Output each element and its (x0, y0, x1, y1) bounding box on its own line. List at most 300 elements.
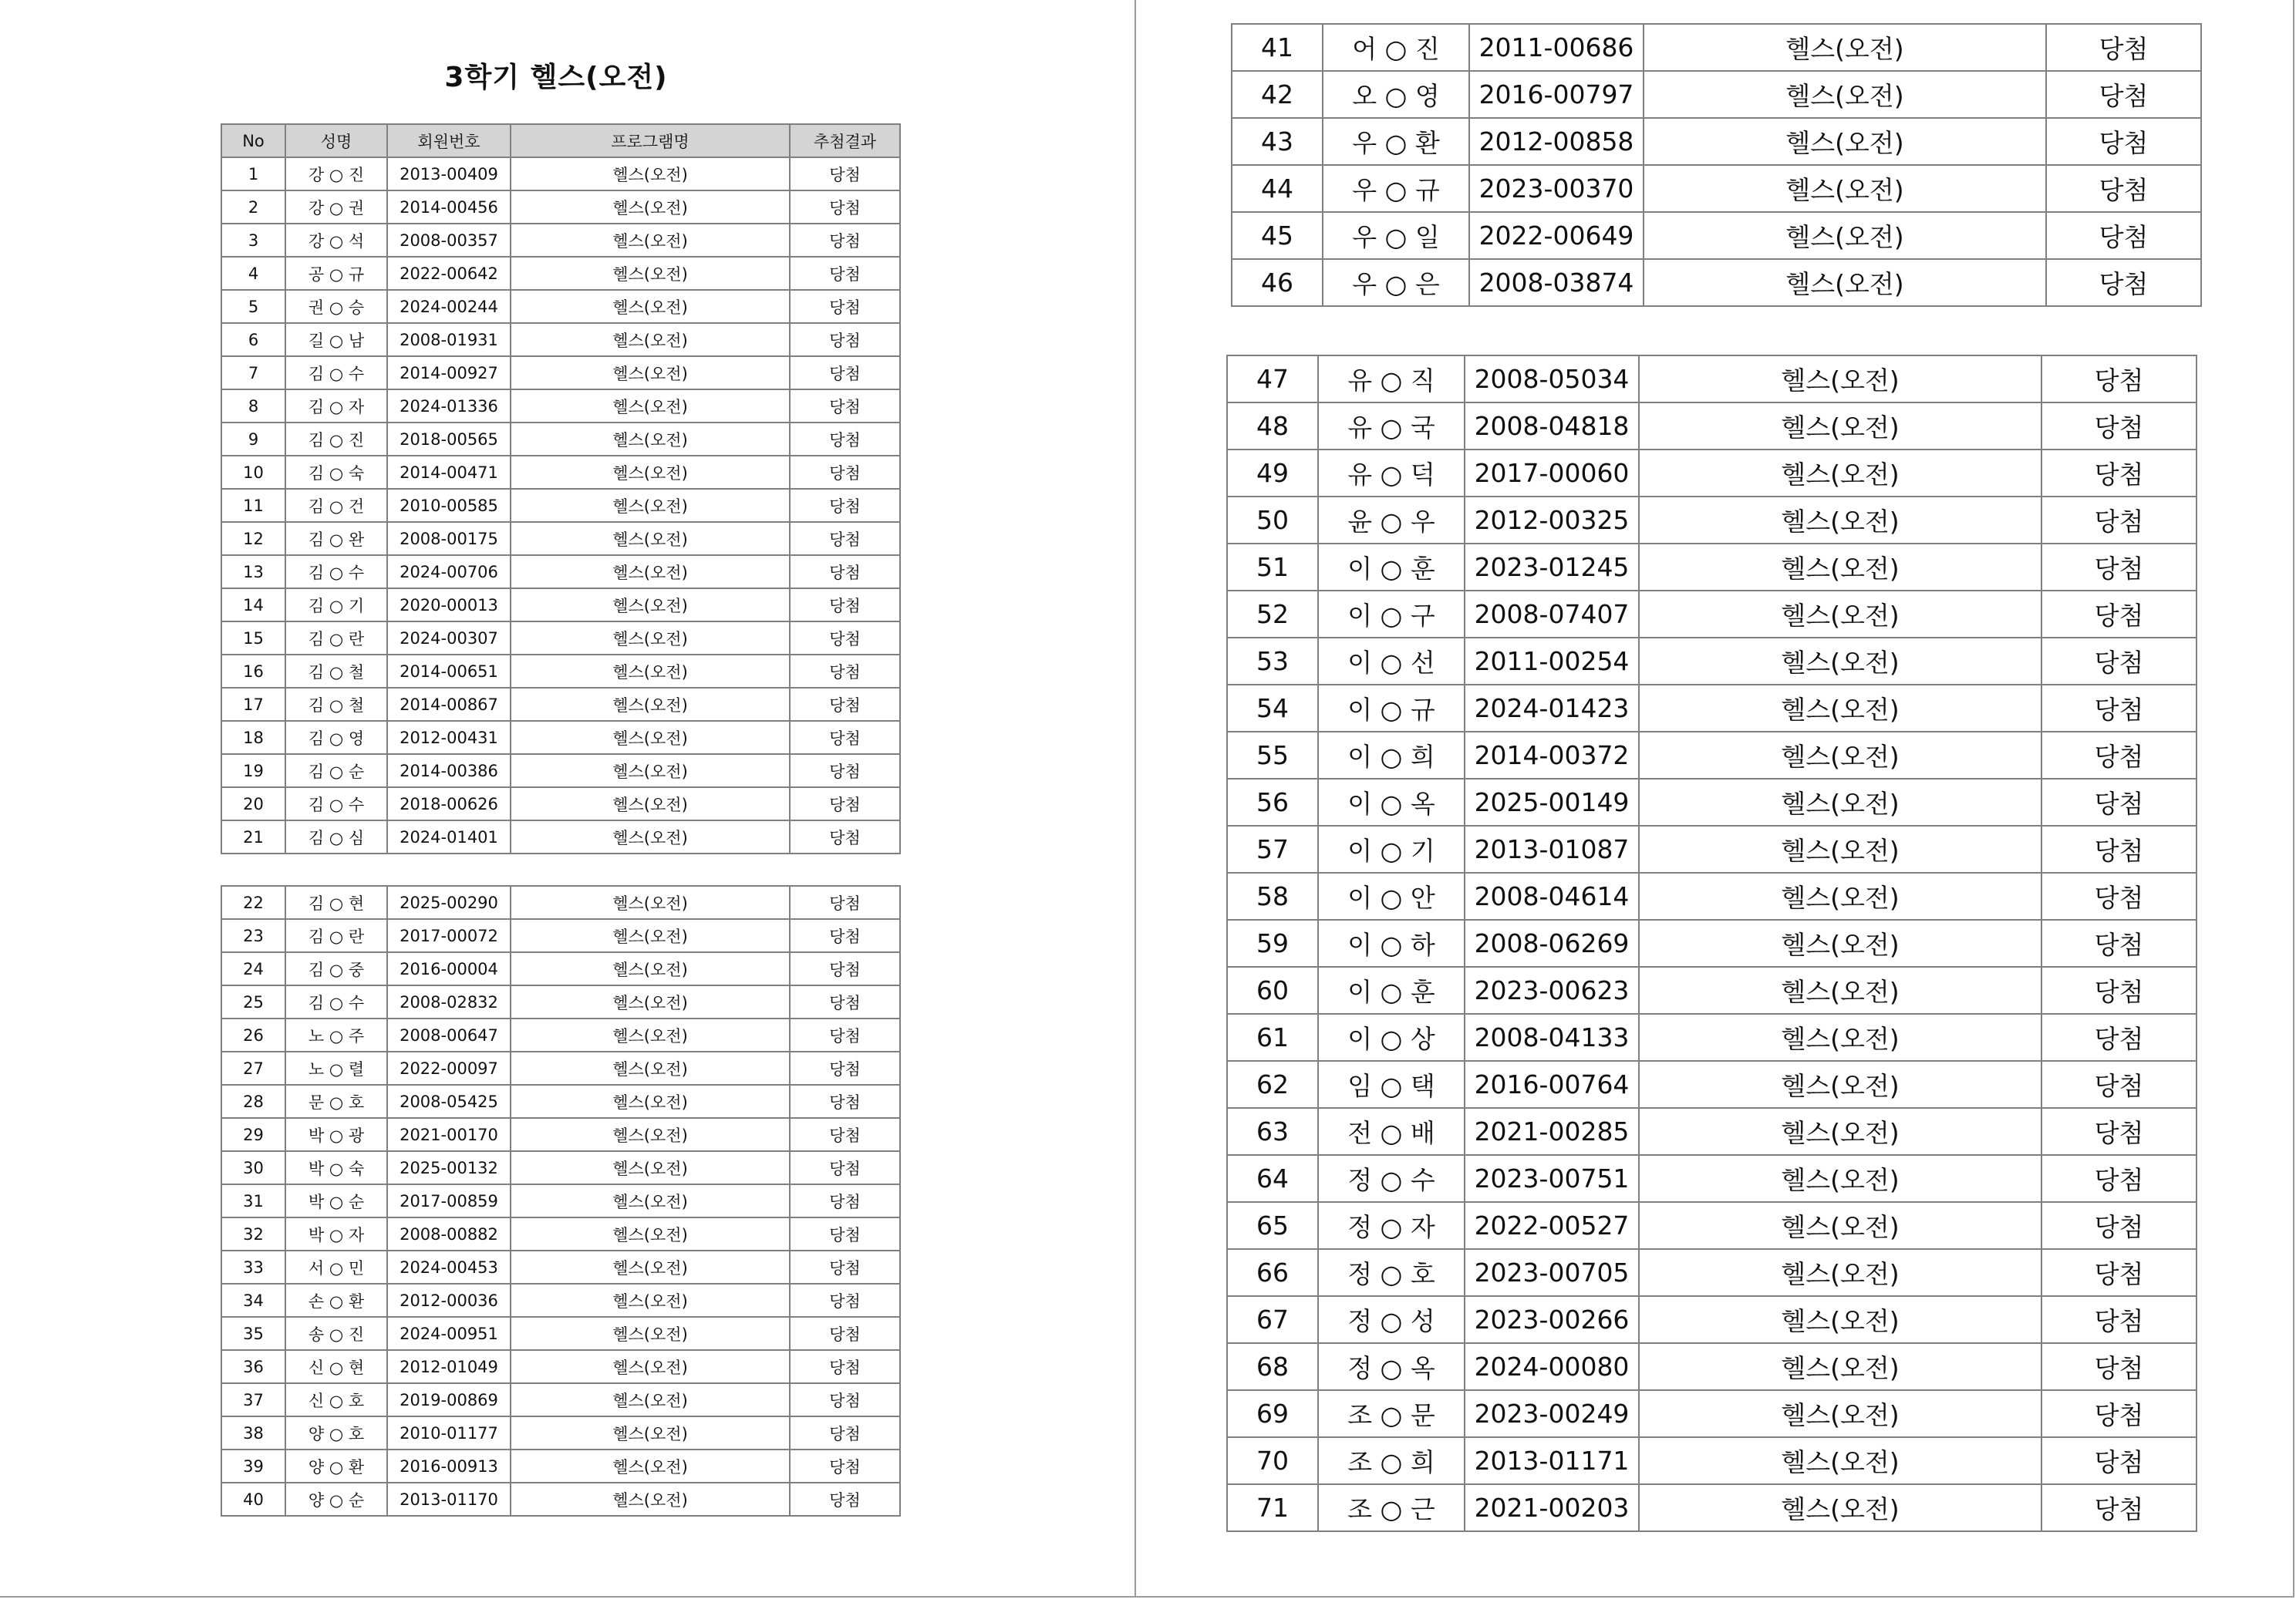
draw-result: 당첨 (790, 489, 900, 522)
draw-result: 당첨 (2041, 1343, 2197, 1390)
member-id: 2019-00869 (387, 1383, 511, 1416)
table-row (221, 1251, 900, 1284)
member-id: 2023-00623 (1465, 967, 1639, 1014)
table-row (221, 588, 900, 621)
member-id: 2018-00626 (387, 787, 511, 820)
member-name: 노 ○ 렬 (285, 1052, 387, 1085)
row-number: 20 (221, 787, 285, 820)
row-number: 45 (1232, 212, 1323, 259)
table-row (221, 389, 900, 423)
draw-result: 당첨 (790, 1317, 900, 1350)
member-name: 이 ○ 기 (1318, 826, 1465, 873)
member-name: 윤 ○ 우 (1318, 497, 1465, 544)
row-number: 44 (1232, 165, 1323, 212)
table-row (221, 621, 900, 655)
draw-result: 당첨 (790, 1416, 900, 1450)
table-row (1227, 1014, 2197, 1061)
member-id: 2012-00431 (387, 721, 511, 754)
row-number: 56 (1227, 779, 1318, 826)
program-name: 헬스(오전) (511, 1483, 790, 1516)
row-number: 63 (1227, 1108, 1318, 1155)
draw-result: 당첨 (790, 323, 900, 356)
draw-result: 당첨 (2046, 71, 2201, 118)
member-name: 이 ○ 훈 (1318, 967, 1465, 1014)
draw-result: 당첨 (2041, 1390, 2197, 1437)
row-number: 57 (1227, 826, 1318, 873)
member-name: 김 ○ 수 (285, 985, 387, 1019)
table-row (221, 886, 900, 919)
table-row (221, 1284, 900, 1317)
table-row (221, 1350, 900, 1383)
program-name: 헬스(오전) (1639, 1061, 2041, 1108)
program-name: 헬스(오전) (1639, 826, 2041, 873)
program-name: 헬스(오전) (511, 621, 790, 655)
draw-result: 당첨 (2041, 1061, 2197, 1108)
program-name: 헬스(오전) (511, 190, 790, 224)
row-number: 23 (221, 919, 285, 952)
member-name: 박 ○ 숙 (285, 1151, 387, 1184)
draw-result: 당첨 (790, 688, 900, 721)
program-name: 헬스(오전) (511, 1052, 790, 1085)
draw-result: 당첨 (2041, 685, 2197, 732)
table-row (221, 688, 900, 721)
member-name: 김 ○ 기 (285, 588, 387, 621)
row-number: 29 (221, 1118, 285, 1151)
table-row (221, 1383, 900, 1416)
row-number: 50 (1227, 497, 1318, 544)
draw-result: 당첨 (2046, 165, 2201, 212)
member-name: 양 ○ 환 (285, 1450, 387, 1483)
draw-result: 당첨 (790, 224, 900, 257)
member-name: 문 ○ 호 (285, 1085, 387, 1118)
row-number: 15 (221, 621, 285, 655)
row-number: 5 (221, 290, 285, 323)
member-id: 2014-00651 (387, 655, 511, 688)
member-id: 2016-00797 (1469, 71, 1644, 118)
row-number: 67 (1227, 1296, 1318, 1343)
row-number: 28 (221, 1085, 285, 1118)
member-id: 2008-00357 (387, 224, 511, 257)
member-id: 2022-00527 (1465, 1202, 1639, 1249)
program-name: 헬스(오전) (511, 489, 790, 522)
member-id: 2024-00307 (387, 621, 511, 655)
member-name: 유 ○ 직 (1318, 355, 1465, 402)
draw-result: 당첨 (2041, 873, 2197, 920)
member-id: 2013-00409 (387, 157, 511, 190)
table-row (1227, 355, 2197, 402)
draw-result: 당첨 (790, 588, 900, 621)
member-name: 김 ○ 수 (285, 555, 387, 588)
member-id: 2008-07407 (1465, 591, 1639, 638)
program-name: 헬스(오전) (511, 886, 790, 919)
program-name: 헬스(오전) (1639, 544, 2041, 591)
program-name: 헬스(오전) (511, 1416, 790, 1450)
draw-result: 당첨 (2041, 967, 2197, 1014)
table-row (1227, 544, 2197, 591)
row-number: 51 (1227, 544, 1318, 591)
member-name: 우 ○ 은 (1323, 259, 1469, 306)
member-id: 2024-00706 (387, 555, 511, 588)
table-row (1227, 1155, 2197, 1202)
table-row (221, 1052, 900, 1085)
table-row (221, 787, 900, 820)
program-name: 헬스(오전) (511, 688, 790, 721)
program-name: 헬스(오전) (1639, 685, 2041, 732)
results-table (1231, 23, 2202, 307)
member-name: 이 ○ 상 (1318, 1014, 1465, 1061)
table-row (221, 1217, 900, 1251)
program-name: 헬스(오전) (1644, 71, 2046, 118)
member-id: 2010-01177 (387, 1416, 511, 1450)
draw-result: 당첨 (790, 655, 900, 688)
row-number: 30 (221, 1151, 285, 1184)
program-name: 헬스(오전) (511, 1383, 790, 1416)
program-name: 헬스(오전) (1639, 1343, 2041, 1390)
member-id: 2008-04818 (1465, 402, 1639, 450)
program-name: 헬스(오전) (1639, 1249, 2041, 1296)
draw-result: 당첨 (790, 721, 900, 754)
table-row (1232, 259, 2201, 306)
program-name: 헬스(오전) (511, 1184, 790, 1217)
program-name: 헬스(오전) (511, 787, 790, 820)
table-row (1227, 967, 2197, 1014)
table-row (1227, 779, 2197, 826)
member-name: 어 ○ 진 (1323, 24, 1469, 71)
row-number: 70 (1227, 1437, 1318, 1484)
draw-result: 당첨 (790, 456, 900, 489)
member-name: 오 ○ 영 (1323, 71, 1469, 118)
member-id: 2008-01931 (387, 323, 511, 356)
row-number: 2 (221, 190, 285, 224)
draw-result: 당첨 (790, 1052, 900, 1085)
program-name: 헬스(오전) (511, 157, 790, 190)
member-id: 2023-00370 (1469, 165, 1644, 212)
table-row (221, 190, 900, 224)
table-row (1227, 1296, 2197, 1343)
member-name: 조 ○ 문 (1318, 1390, 1465, 1437)
member-name: 송 ○ 진 (285, 1317, 387, 1350)
member-id: 2014-00456 (387, 190, 511, 224)
member-id: 2022-00097 (387, 1052, 511, 1085)
program-name: 헬스(오전) (1644, 212, 2046, 259)
member-id: 2008-04614 (1465, 873, 1639, 920)
program-name: 헬스(오전) (1639, 1484, 2041, 1531)
table-row (1232, 212, 2201, 259)
member-id: 2012-00858 (1469, 118, 1644, 165)
member-name: 양 ○ 순 (285, 1483, 387, 1516)
row-number: 22 (221, 886, 285, 919)
draw-result: 당첨 (790, 1350, 900, 1383)
draw-result: 당첨 (790, 1284, 900, 1317)
table-row (1227, 638, 2197, 685)
member-id: 2012-00325 (1465, 497, 1639, 544)
member-name: 우 ○ 규 (1323, 165, 1469, 212)
program-name: 헬스(오전) (511, 356, 790, 389)
member-id: 2008-05425 (387, 1085, 511, 1118)
program-name: 헬스(오전) (511, 1085, 790, 1118)
row-number: 10 (221, 456, 285, 489)
draw-result: 당첨 (790, 820, 900, 854)
row-number: 1 (221, 157, 285, 190)
draw-result: 당첨 (2041, 591, 2197, 638)
table-header-row (221, 124, 900, 157)
member-name: 김 ○ 철 (285, 688, 387, 721)
program-name: 헬스(오전) (1639, 638, 2041, 685)
member-name: 이 ○ 하 (1318, 920, 1465, 967)
member-name: 전 ○ 배 (1318, 1108, 1465, 1155)
row-number: 66 (1227, 1249, 1318, 1296)
member-name: 김 ○ 수 (285, 356, 387, 389)
table-row (221, 1416, 900, 1450)
member-name: 김 ○ 수 (285, 787, 387, 820)
table-row (221, 952, 900, 985)
draw-result: 당첨 (2041, 544, 2197, 591)
page-title: 3학기 헬스(오전) (444, 62, 668, 93)
program-name: 헬스(오전) (511, 1118, 790, 1151)
member-id: 2024-00453 (387, 1251, 511, 1284)
program-name: 헬스(오전) (511, 522, 790, 555)
member-name: 정 ○ 수 (1318, 1155, 1465, 1202)
table-row (1227, 685, 2197, 732)
program-name: 헬스(오전) (1639, 1108, 2041, 1155)
table-row (1227, 1249, 2197, 1296)
table-row (221, 1019, 900, 1052)
results-table (221, 885, 901, 1517)
member-id: 2014-00927 (387, 356, 511, 389)
draw-result: 당첨 (790, 157, 900, 190)
row-number: 13 (221, 555, 285, 588)
program-name: 헬스(오전) (1639, 1155, 2041, 1202)
row-number: 12 (221, 522, 285, 555)
row-number: 64 (1227, 1155, 1318, 1202)
member-id: 2023-00751 (1465, 1155, 1639, 1202)
program-name: 헬스(오전) (511, 257, 790, 290)
program-name: 헬스(오전) (1639, 1202, 2041, 1249)
draw-result: 당첨 (2041, 732, 2197, 779)
row-number: 3 (221, 224, 285, 257)
member-name: 권 ○ 승 (285, 290, 387, 323)
member-id: 2008-00175 (387, 522, 511, 555)
member-id: 2023-00705 (1465, 1249, 1639, 1296)
table-row (221, 356, 900, 389)
member-id: 2016-00004 (387, 952, 511, 985)
member-id: 2022-00649 (1469, 212, 1644, 259)
row-number: 58 (1227, 873, 1318, 920)
draw-result: 당첨 (790, 389, 900, 423)
draw-result: 당첨 (790, 1184, 900, 1217)
program-name: 헬스(오전) (511, 919, 790, 952)
member-name: 양 ○ 호 (285, 1416, 387, 1450)
member-id: 2014-00386 (387, 754, 511, 787)
column-header: 회원번호 (387, 124, 511, 157)
member-id: 2010-00585 (387, 489, 511, 522)
draw-result: 당첨 (2041, 497, 2197, 544)
row-number: 65 (1227, 1202, 1318, 1249)
draw-result: 당첨 (790, 290, 900, 323)
member-id: 2014-00471 (387, 456, 511, 489)
table-row (221, 1151, 900, 1184)
row-number: 43 (1232, 118, 1323, 165)
table-row (221, 456, 900, 489)
program-name: 헬스(오전) (1639, 1390, 2041, 1437)
program-name: 헬스(오전) (511, 1251, 790, 1284)
table-row (1232, 118, 2201, 165)
row-number: 53 (1227, 638, 1318, 685)
member-name: 유 ○ 덕 (1318, 450, 1465, 497)
row-number: 25 (221, 985, 285, 1019)
row-number: 19 (221, 754, 285, 787)
member-name: 김 ○ 심 (285, 820, 387, 854)
column-header: 추첨결과 (790, 124, 900, 157)
program-name: 헬스(오전) (511, 1350, 790, 1383)
program-name: 헬스(오전) (1644, 259, 2046, 306)
member-id: 2016-00913 (387, 1450, 511, 1483)
table-row (1227, 920, 2197, 967)
program-name: 헬스(오전) (1639, 732, 2041, 779)
program-name: 헬스(오전) (511, 1217, 790, 1251)
member-id: 2011-00686 (1469, 24, 1644, 71)
member-name: 임 ○ 택 (1318, 1061, 1465, 1108)
program-name: 헬스(오전) (511, 754, 790, 787)
member-name: 길 ○ 남 (285, 323, 387, 356)
table-row (221, 985, 900, 1019)
draw-result: 당첨 (790, 1383, 900, 1416)
member-id: 2013-01087 (1465, 826, 1639, 873)
member-id: 2021-00170 (387, 1118, 511, 1151)
member-name: 조 ○ 근 (1318, 1484, 1465, 1531)
row-number: 38 (221, 1416, 285, 1450)
program-name: 헬스(오전) (1639, 450, 2041, 497)
row-number: 16 (221, 655, 285, 688)
member-name: 서 ○ 민 (285, 1251, 387, 1284)
member-name: 김 ○ 현 (285, 886, 387, 919)
member-name: 김 ○ 중 (285, 952, 387, 985)
program-name: 헬스(오전) (1644, 118, 2046, 165)
row-number: 35 (221, 1317, 285, 1350)
row-number: 41 (1232, 24, 1323, 71)
draw-result: 당첨 (790, 1019, 900, 1052)
draw-result: 당첨 (2046, 24, 2201, 71)
member-id: 2023-01245 (1465, 544, 1639, 591)
member-id: 2023-00266 (1465, 1296, 1639, 1343)
draw-result: 당첨 (2041, 779, 2197, 826)
draw-result: 당첨 (2041, 355, 2197, 402)
table-row (221, 655, 900, 688)
row-number: 6 (221, 323, 285, 356)
draw-result: 당첨 (790, 1151, 900, 1184)
row-number: 7 (221, 356, 285, 389)
row-number: 32 (221, 1217, 285, 1251)
member-name: 공 ○ 규 (285, 257, 387, 290)
program-name: 헬스(오전) (511, 555, 790, 588)
program-name: 헬스(오전) (511, 1019, 790, 1052)
table-row (221, 224, 900, 257)
row-number: 8 (221, 389, 285, 423)
table-row (1227, 1390, 2197, 1437)
row-number: 68 (1227, 1343, 1318, 1390)
row-number: 42 (1232, 71, 1323, 118)
draw-result: 당첨 (2041, 1437, 2197, 1484)
program-name: 헬스(오전) (1639, 1437, 2041, 1484)
draw-result: 당첨 (2046, 118, 2201, 165)
draw-result: 당첨 (2041, 1202, 2197, 1249)
member-name: 김 ○ 숙 (285, 456, 387, 489)
draw-result: 당첨 (790, 919, 900, 952)
member-id: 2008-04133 (1465, 1014, 1639, 1061)
row-number: 55 (1227, 732, 1318, 779)
table-row (221, 555, 900, 588)
table-row (1227, 1484, 2197, 1531)
draw-result: 당첨 (790, 1450, 900, 1483)
row-number: 31 (221, 1184, 285, 1217)
member-name: 김 ○ 자 (285, 389, 387, 423)
program-name: 헬스(오전) (511, 588, 790, 621)
member-name: 김 ○ 순 (285, 754, 387, 787)
program-name: 헬스(오전) (1639, 1014, 2041, 1061)
member-name: 강 ○ 석 (285, 224, 387, 257)
member-name: 유 ○ 국 (1318, 402, 1465, 450)
table-row (221, 257, 900, 290)
draw-result: 당첨 (2041, 1296, 2197, 1343)
row-number: 61 (1227, 1014, 1318, 1061)
draw-result: 당첨 (790, 985, 900, 1019)
row-number: 62 (1227, 1061, 1318, 1108)
program-name: 헬스(오전) (511, 290, 790, 323)
draw-result: 당첨 (2041, 638, 2197, 685)
draw-result: 당첨 (2046, 259, 2201, 306)
table-row (221, 820, 900, 854)
member-name: 김 ○ 건 (285, 489, 387, 522)
row-number: 69 (1227, 1390, 1318, 1437)
draw-result: 당첨 (790, 555, 900, 588)
draw-result: 당첨 (2041, 826, 2197, 873)
member-id: 2008-02832 (387, 985, 511, 1019)
member-id: 2014-00867 (387, 688, 511, 721)
table-row (221, 1450, 900, 1483)
member-id: 2021-00203 (1465, 1484, 1639, 1531)
draw-result: 당첨 (2041, 1155, 2197, 1202)
program-name: 헬스(오전) (511, 655, 790, 688)
member-id: 2025-00132 (387, 1151, 511, 1184)
member-name: 박 ○ 순 (285, 1184, 387, 1217)
draw-result: 당첨 (790, 257, 900, 290)
member-name: 이 ○ 구 (1318, 591, 1465, 638)
member-name: 정 ○ 호 (1318, 1249, 1465, 1296)
table-row (1232, 71, 2201, 118)
table-row (1227, 1343, 2197, 1390)
member-id: 2020-00013 (387, 588, 511, 621)
draw-result: 당첨 (2041, 1014, 2197, 1061)
program-name: 헬스(오전) (1644, 24, 2046, 71)
member-id: 2013-01170 (387, 1483, 511, 1516)
column-header: 프로그램명 (511, 124, 790, 157)
member-name: 정 ○ 자 (1318, 1202, 1465, 1249)
program-name: 헬스(오전) (1639, 920, 2041, 967)
member-name: 손 ○ 환 (285, 1284, 387, 1317)
member-id: 2025-00149 (1465, 779, 1639, 826)
member-name: 이 ○ 훈 (1318, 544, 1465, 591)
row-number: 11 (221, 489, 285, 522)
program-name: 헬스(오전) (511, 224, 790, 257)
draw-result: 당첨 (790, 1251, 900, 1284)
row-number: 40 (221, 1483, 285, 1516)
member-name: 박 ○ 광 (285, 1118, 387, 1151)
program-name: 헬스(오전) (1639, 355, 2041, 402)
member-name: 조 ○ 희 (1318, 1437, 1465, 1484)
table-row (221, 522, 900, 555)
member-name: 김 ○ 진 (285, 423, 387, 456)
draw-result: 당첨 (790, 1118, 900, 1151)
